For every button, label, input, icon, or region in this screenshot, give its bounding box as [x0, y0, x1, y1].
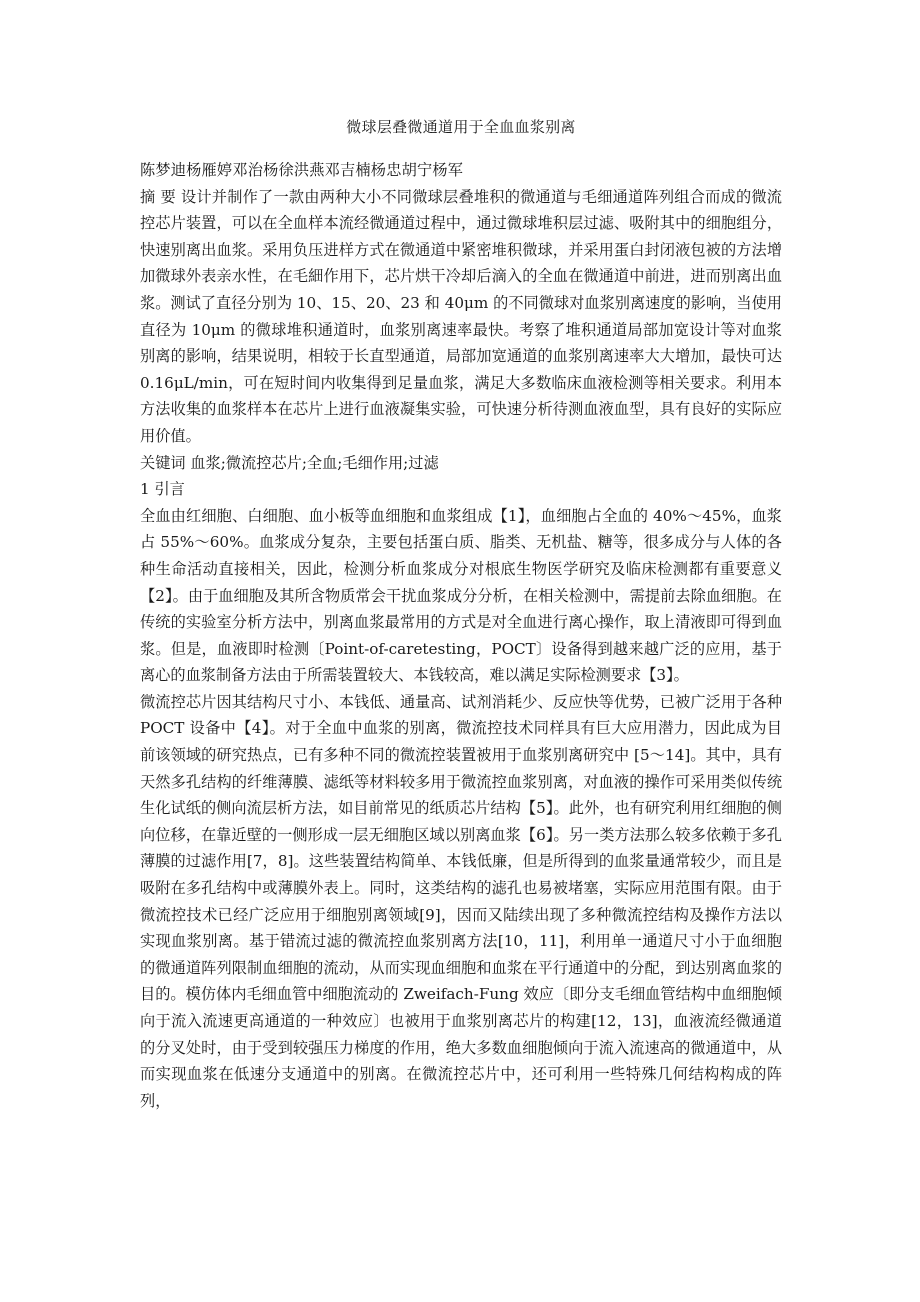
document-body [140, 157, 782, 1114]
author-list: 陈梦迪杨雁婷邓治杨徐洪燕邓吉楠杨忠胡宁杨军 [140, 161, 464, 179]
body-paragraph: 微流控芯片因其结构尺寸小、本钱低、通量高、试剂消耗少、反应快等优势，已被广泛用于各种 POCT 设备中【4】。对于全血中血浆的别离，微流控技术同样具有巨大应用潜力，因此成为目前该领域的研究热点，已有多种不同的微流控装置被用于血浆别离研究中 [5～14]。其中，具有天然多孔结构的纤维薄膜、滤纸等材料较多用于微流控血浆别离，对血液的操作可采用类似传统生化试纸的侧向流层析方法，如目前常见的纸质芯片结构【5】。此外，也有研究利用红细胞的侧向位移，在靠近壁的一侧形成一层无细胞区域以别离血浆【6】。另一类方法那么较多依赖于多孔薄膜的过滤作用[7，8]。这些装置结构简单、本钱低廉，但是所得到的血浆量通常较少，而且是吸附在多孔结构中或薄膜外表上。同时，这类结构的滤孔也易被堵塞，实际应用范围有限。由于微流控技术已经广泛应用于细胞别离领域[9]，因而又陆续出现了多种微流控结构及操作方法以实现血浆别离。基于错流过滤的微流控血浆别离方法[10，11]，利用单一通道尺寸小于血细胞的微通道阵列限制血细胞的流动，从而实现血细胞和血浆在平行通道中的分配，到达别离血浆的目的。模仿体内毛细血管中细胞流动的 Zweifach-Fung 效应〔即分支毛细血管结构中血细胞倾向于流入流速更高通道的一种效应〕也被用于血浆别离芯片的构建[12，13]，血液流经微通道的分叉处时，由于受到较强压力梯度的作用，绝大多数血细胞倾向于流入流速高的微通道中，从而实现血浆在低速分支通道中的别离。在微流控芯片中，还可利用一些特殊几何结构构成的阵列， [140, 692, 782, 1110]
body-paragraph: 全血由红细胞、白细胞、血小板等血细胞和血浆组成【1】，血细胞占全血的 40%～45%，血浆占 55%～60%。血浆成分复杂，主要包括蛋白质、脂类、无机盐、糖等，很多成分与人体的各种生命活动直接相关，因此，检测分析血浆成分对根底生物医学研究及临床检测都有重要意义【2】。由于血细胞及其所含物质常会干扰血浆成分分析，在相关检测中，需提前去除血细胞。在传统的实验室分析方法中，别离血浆最常用的方式是对全血进行离心操作，取上清液即可得到血浆。但是，血液即时检测〔Point-of-caretesting，POCT〕设备得到越来越广泛的应用，基于离心的血浆制备方法由于所需装置较大、本钱较高，难以满足实际检测要求【3】。 [140, 506, 782, 685]
keywords-line: 关键词 血浆;微流控芯片;全血;毛细作用;过滤 [140, 453, 439, 472]
abstract-paragraph: 摘 要 设计并制作了一款由两种大小不同微球层叠堆积的微通道与毛细通道阵列组合而成的微流控芯片装置，可以在全血样本流经微通道过程中，通过微球堆积层过滤、吸附其中的细胞组分，快速别离出血浆。采用负压进样方式在微通道中紧密堆积微球，并采用蛋白封闭液包被的方法增加微球外表亲水性，在毛細作用下，芯片烘干冷却后滴入的全血在微通道中前进，进而别离出血浆。测试了直径分别为 10、15、20、23 和 40μm 的不同微球对血浆别离速度的影响，当使用直径为 10μm 的微球堆积通道时，血浆别离速率最快。考察了堆积通道局部加宽设计等对血浆别离的影响，结果说明，相较于长直型通道，局部加宽通道的血浆别离速率大大增加，最快可达 0.16μL/min，可在短时间内收集得到足量血浆，满足大多数临床血液检测等相关要求。利用本方法收集的血浆样本在芯片上进行血液凝集实验，可快速分析待测血液血型，具有良好的实际应用价值。 [140, 187, 782, 445]
section-heading: 1 引言 [140, 480, 185, 499]
document-title: 微球层叠微通道用于全血血浆别离 [346, 118, 576, 136]
